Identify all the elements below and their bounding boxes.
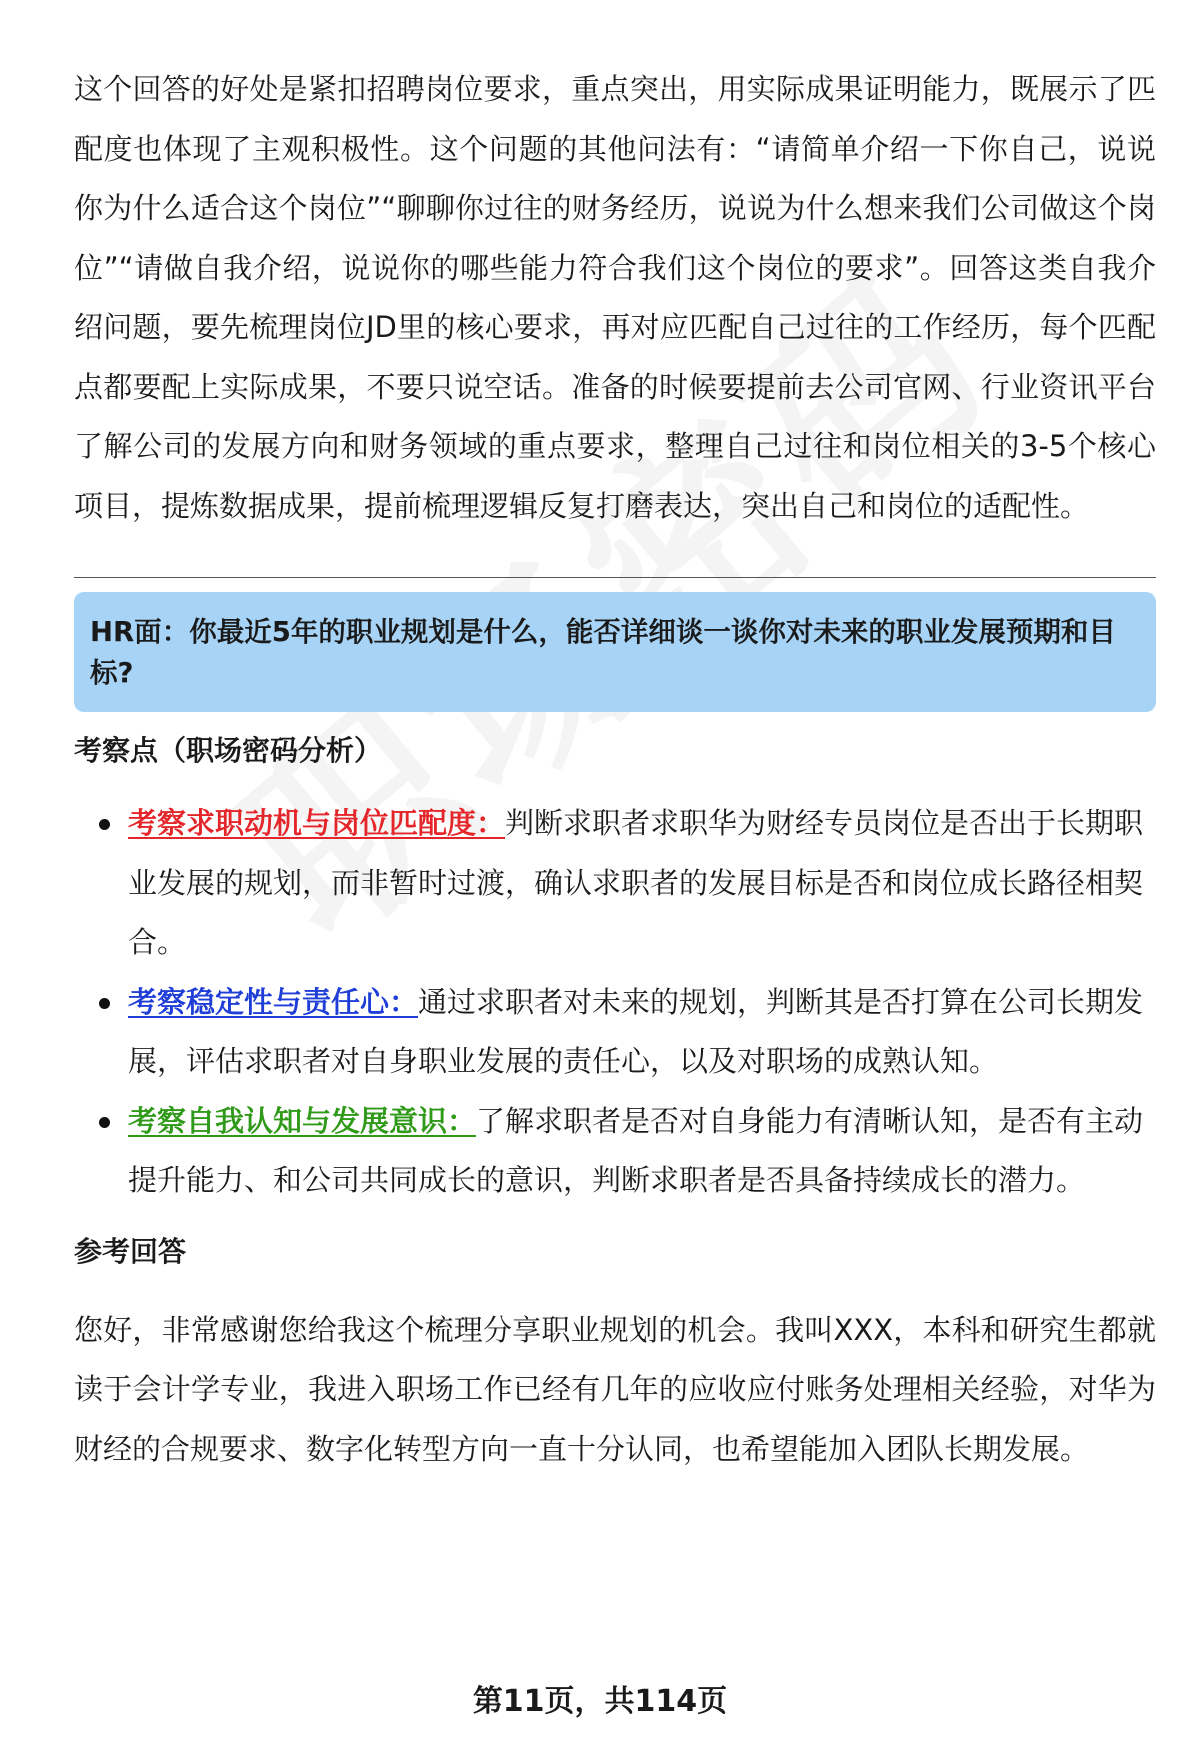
point-text: 通过求职者对未来的规划，判断其是否打算在公司长期发展，评估求职者对自身职业发展的责任心，以及对职场的成熟认知。 — [128, 984, 1144, 1078]
analysis-heading: 考察点（职场密码分析） — [74, 734, 383, 767]
bullet-icon — [99, 998, 110, 1009]
section-divider — [74, 577, 1156, 578]
point-title: 考察求职动机与岗位匹配度： — [128, 806, 506, 840]
point-text: 了解求职者是否对自身能力有清晰认知，是否有主动提升能力、和公司共同成长的意识，判断求职者是否具备持续成长的潜力。 — [128, 1103, 1144, 1197]
bullet-icon — [99, 819, 110, 830]
point-title: 考察自我认知与发展意识： — [128, 1103, 477, 1138]
answer-heading: 参考回答 — [74, 1234, 187, 1268]
answer-paragraph: 您好，非常感谢您给我这个梳理分享职业规划的机会。我叫XXX，本科和研究生都就读于会计学专业，我进入职场工作已经有几年的应收应付账务处理相关经验，对华为财经的合规要求、数字化转型方向一直十分认同，也希望能加入团队长期发展。 — [74, 1312, 1156, 1466]
question-box: HR面：你最近5年的职业规划是什么，能否详细谈一谈你对未来的职业发展预期和目标? — [74, 592, 1156, 712]
point-title: 考察稳定性与责任心： — [128, 984, 419, 1019]
analysis-list — [74, 794, 1156, 1211]
list-item — [74, 973, 1156, 1092]
list-item — [74, 794, 1156, 973]
bullet-icon — [99, 1117, 110, 1128]
intro-paragraph: 这个回答的好处是紧扣招聘岗位要求，重点突出，用实际成果证明能力，既展示了匹配度也体现了主观积极性。这个问题的其他问法有：“请简单介绍一下你自己，说说你为什么适合这个岗位”“聊聊你过往的财务经历，说说为什么想来我们公司做这个岗位”“请做自我介绍，说说你的哪些能力符合我们这个岗位的要求”。回答这类自我介绍问题，要先梳理岗位JD里的核心要求，再对应匹配自己过往的工作经历，每个匹配点都要配上实际成果，不要只说空话。准备的时候要提前去公司官网、行业资讯平台了解公司的发展方向和财务领域的重点要求，整理自己过往和岗位相关的3-5个核心项目，提炼数据成果，提前梳理逻辑反复打磨表达，突出自己和岗位的适配性。 — [74, 72, 1156, 523]
point-text: 判断求职者求职华为财经专员岗位是否出于长期职业发展的规划，而非暂时过渡，确认求职者的发展目标是否和岗位成长路径相契合。 — [128, 806, 1144, 959]
page-number: 第11页，共114页 — [472, 1684, 728, 1719]
list-item — [74, 1092, 1156, 1211]
page-content — [74, 60, 1156, 1479]
